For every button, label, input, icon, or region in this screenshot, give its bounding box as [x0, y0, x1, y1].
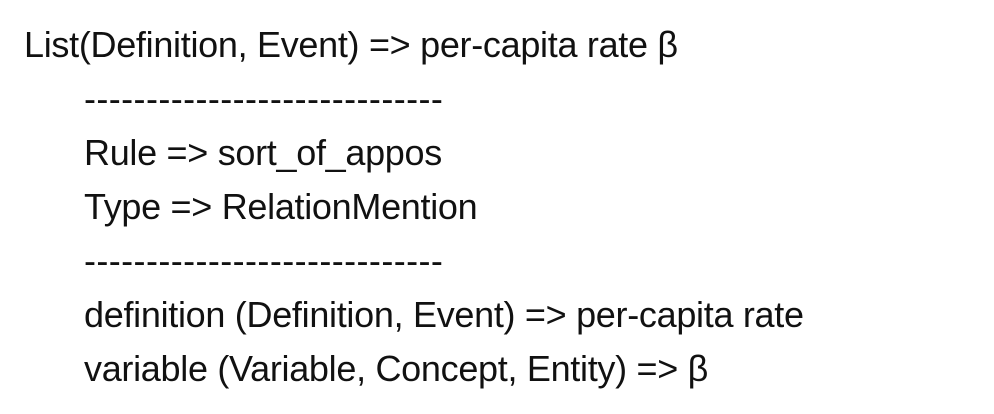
mention-header: List(Definition, Event) => per-capita rate β: [24, 24, 678, 65]
argument-definition: definition (Definition, Event) => per-capita rate: [84, 294, 804, 335]
argument-variable: variable (Variable, Concept, Entity) => β: [84, 348, 709, 389]
mention-summary: [24, 18, 984, 396]
separator-bottom: -----------------------------: [84, 240, 444, 281]
type-line: Type => RelationMention: [84, 186, 478, 227]
rule-line: Rule => sort_of_appos: [84, 132, 442, 173]
separator-top: -----------------------------: [84, 78, 444, 119]
